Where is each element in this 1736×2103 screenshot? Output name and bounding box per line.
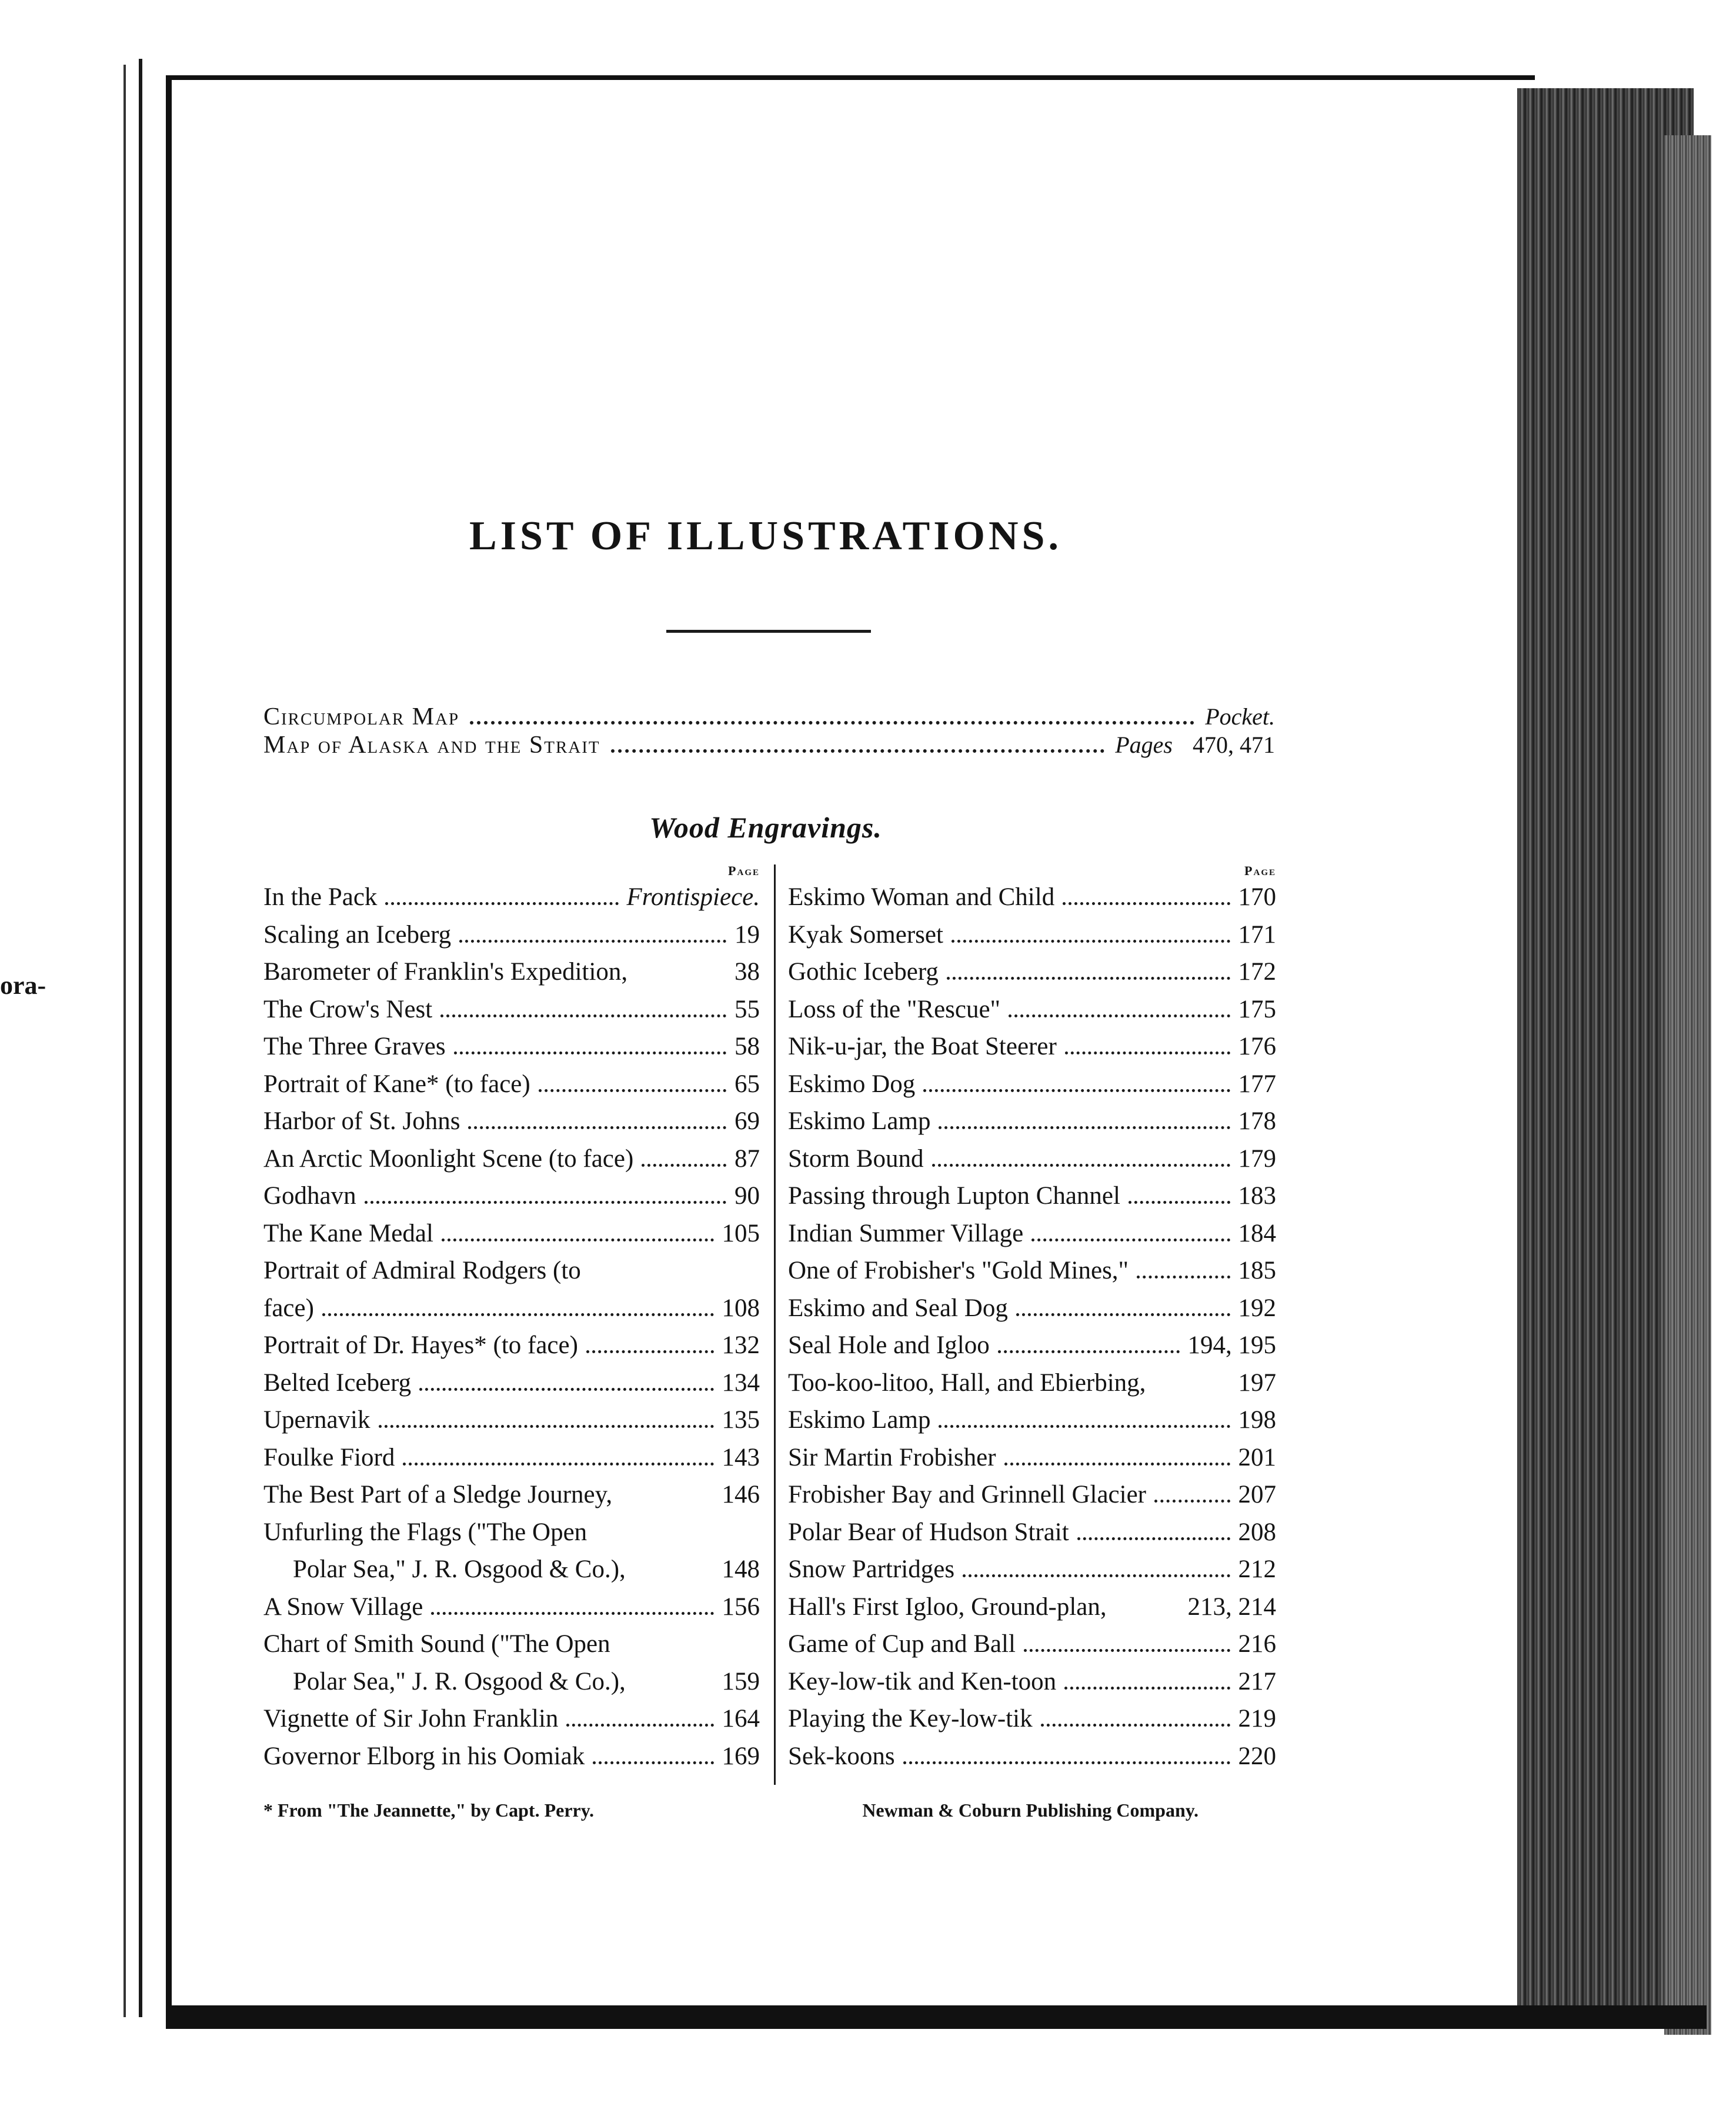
illustration-page: 197 — [1238, 1368, 1276, 1397]
map-entry-title: Map of Alaska and the Strait — [263, 732, 600, 759]
leader-dots — [1077, 1537, 1230, 1540]
title-rule — [666, 630, 871, 633]
illustration-page: 219 — [1238, 1705, 1276, 1733]
illustration-title: Polar Sea," J. R. Osgood & Co.), — [293, 1667, 626, 1695]
page-title: LIST OF ILLUSTRATIONS. — [469, 513, 1062, 559]
illustration-entry — [788, 1290, 1276, 1327]
illustration-title: Eskimo Woman and Child — [788, 883, 1055, 911]
illustration-title: Vignette of Sir John Franklin — [263, 1705, 559, 1733]
leader-dots — [454, 1052, 726, 1054]
illustration-entry — [788, 1364, 1276, 1402]
map-entry — [263, 731, 1275, 759]
leader-dots — [442, 1239, 714, 1241]
section-heading: Wood Engravings. — [649, 811, 882, 844]
leader-dots — [1115, 1612, 1180, 1615]
illustration-page: 135 — [722, 1406, 760, 1434]
leader-dots — [566, 1724, 713, 1727]
leader-dots — [1004, 1463, 1230, 1466]
illustration-page: 178 — [1238, 1107, 1276, 1135]
illustration-title: Godhavn — [263, 1182, 356, 1210]
footnote: * From "The Jeannette," by Capt. Perry. — [263, 1800, 594, 1821]
leader-dots — [379, 1425, 714, 1428]
illustration-page: 87 — [735, 1144, 760, 1173]
illustration-title: Scaling an Iceberg — [263, 920, 452, 949]
illustration-title: Nik-u-jar, the Boat Steerer — [788, 1033, 1057, 1060]
leader-dots — [634, 1687, 714, 1690]
map-entry — [263, 703, 1275, 731]
map-entry-page-label: Pocket. — [1205, 703, 1275, 730]
map-entry-pages — [1115, 731, 1275, 759]
illustration-page: 156 — [722, 1593, 760, 1621]
illustration-title: Gothic Iceberg — [788, 958, 939, 986]
illustration-entry — [263, 1401, 760, 1439]
illustration-entry — [788, 1738, 1276, 1775]
leader-dots — [440, 1014, 726, 1017]
illustration-entry — [263, 1290, 760, 1327]
illustration-entry — [788, 1177, 1276, 1215]
illustration-title: Loss of the "Rescue" — [788, 995, 1001, 1023]
illustration-title: Eskimo Lamp — [788, 1107, 931, 1135]
illustration-title: Polar Bear of Hudson Strait — [788, 1518, 1069, 1546]
illustration-page: 19 — [735, 920, 760, 949]
illustration-entry — [788, 953, 1276, 991]
leader-dots — [1154, 1500, 1230, 1503]
facing-page-text-fragment: ora- — [0, 971, 46, 1000]
illustration-entry — [263, 1700, 760, 1738]
leader-dots — [365, 1201, 726, 1204]
illustration-entry — [788, 879, 1276, 916]
illustration-title: Game of Cup and Ball — [788, 1630, 1016, 1658]
illustration-list — [788, 879, 1276, 1775]
leader-dots — [636, 977, 726, 980]
leader-dots — [403, 1463, 713, 1466]
illustration-title: Eskimo and Seal Dog — [788, 1294, 1008, 1322]
leader-dots — [593, 1761, 713, 1764]
illustration-page: 212 — [1238, 1555, 1276, 1583]
illustration-title: Belted Iceberg — [263, 1368, 412, 1397]
illustration-title: Upernavik — [263, 1406, 370, 1434]
illustration-entry — [263, 1215, 760, 1253]
illustration-page: 164 — [722, 1705, 760, 1733]
illustration-page: 69 — [735, 1107, 760, 1135]
illustration-page: Frontispiece. — [626, 883, 760, 911]
illustration-entry — [263, 879, 760, 916]
illustration-title: Indian Summer Village — [788, 1219, 1024, 1247]
illustration-entry — [263, 1588, 760, 1626]
illustration-title: Portrait of Dr. Hayes* (to face) — [263, 1331, 578, 1359]
illustration-entry — [263, 1103, 760, 1140]
illustration-title: The Crow's Nest — [263, 995, 433, 1023]
illustration-page: 171 — [1238, 920, 1276, 949]
illustration-title: Sek-koons — [788, 1742, 895, 1770]
illustration-page: 177 — [1238, 1070, 1276, 1098]
illustration-entry — [788, 991, 1276, 1029]
leader-dots — [998, 1350, 1180, 1353]
page-column-header: Page — [728, 863, 760, 878]
leader-dots — [939, 1425, 1230, 1428]
illustration-page: 220 — [1238, 1742, 1276, 1770]
illustration-page: 192 — [1238, 1294, 1276, 1322]
illustration-title: One of Frobisher's "Gold Mines," — [788, 1257, 1129, 1284]
illustration-title: Frobisher Bay and Grinnell Glacier — [788, 1481, 1146, 1508]
illustration-page: 159 — [722, 1667, 760, 1695]
illustration-entry — [788, 1215, 1276, 1253]
leader-dots — [1016, 1313, 1230, 1316]
leader-dots — [963, 1574, 1230, 1577]
leader-dots — [634, 1574, 714, 1577]
illustration-page: 179 — [1238, 1144, 1276, 1173]
illustration-title: In the Pack — [263, 883, 378, 911]
illustration-entry — [263, 1140, 760, 1178]
illustration-entry — [788, 1625, 1276, 1663]
book-fore-edge-outer — [1664, 135, 1711, 2035]
illustration-entry — [788, 1700, 1276, 1738]
leader-dots — [1041, 1724, 1230, 1727]
illustration-list — [263, 879, 760, 1775]
leader-dots — [459, 940, 726, 943]
leader-dots — [1154, 1388, 1230, 1391]
illustration-page: 208 — [1238, 1518, 1276, 1546]
leader-dots — [1031, 1239, 1230, 1241]
illustration-title: Foulke Fiord — [263, 1443, 395, 1471]
illustration-entry — [263, 1738, 760, 1775]
illustration-page: 146 — [722, 1481, 760, 1508]
illustration-title: face) — [263, 1294, 314, 1322]
illustration-entry — [788, 1252, 1276, 1290]
map-entry-page-number: 470, 471 — [1193, 732, 1275, 758]
page-column-header: Page — [1244, 863, 1276, 878]
illustration-entry — [788, 1066, 1276, 1103]
illustration-page: 169 — [722, 1742, 760, 1770]
leader-dots — [322, 1313, 714, 1316]
illustration-page: 176 — [1238, 1033, 1276, 1060]
page-bottom-shadow — [166, 2005, 1707, 2029]
leader-dots — [1063, 902, 1230, 905]
illustration-title: Kyak Somerset — [788, 920, 943, 949]
illustration-title: The Kane Medal — [263, 1219, 433, 1247]
illustration-page: 185 — [1238, 1257, 1276, 1284]
illustration-entry — [263, 1252, 760, 1290]
illustration-title: Sir Martin Frobisher — [788, 1443, 996, 1471]
illustration-title: Eskimo Lamp — [788, 1406, 931, 1434]
illustration-entry — [263, 1663, 760, 1701]
illustration-page: 65 — [735, 1070, 760, 1098]
illustration-title: Portrait of Admiral Rodgers (to — [263, 1257, 581, 1284]
leader-dots — [932, 1164, 1230, 1167]
illustration-title: Snow Partridges — [788, 1555, 955, 1583]
illustration-title: Eskimo Dog — [788, 1070, 916, 1098]
illustration-page: 170 — [1238, 883, 1276, 911]
illustration-title: A Snow Village — [263, 1593, 423, 1621]
gutter-line — [123, 65, 126, 2017]
illustration-page: 90 — [735, 1182, 760, 1210]
leader-dots — [642, 1164, 726, 1167]
illustration-entry — [263, 1028, 760, 1066]
leader-dots — [952, 940, 1230, 943]
illustration-page: 183 — [1238, 1182, 1276, 1210]
illustration-page: 217 — [1238, 1667, 1276, 1695]
leader-dots — [470, 721, 1194, 725]
illustration-page: 194, 195 — [1187, 1331, 1276, 1359]
illustration-entry — [263, 991, 760, 1029]
leader-dots — [1024, 1649, 1230, 1652]
illustration-entry — [788, 1140, 1276, 1178]
illustrations-column-right — [788, 863, 1276, 1775]
illustration-page: 148 — [722, 1555, 760, 1583]
illustration-page: 175 — [1238, 995, 1276, 1023]
illustration-title: Hall's First Igloo, Ground-plan, — [788, 1593, 1107, 1621]
illustration-entry — [263, 1514, 760, 1551]
illustration-title: Portrait of Kane* (to face) — [263, 1070, 530, 1098]
page-footer — [263, 1800, 1198, 1821]
illustration-entry — [788, 1588, 1276, 1626]
leader-dots — [1129, 1201, 1230, 1204]
illustration-title: Too-koo-litoo, Hall, and Ebierbing, — [788, 1368, 1146, 1397]
illustration-title: Polar Sea," J. R. Osgood & Co.), — [293, 1555, 626, 1583]
illustration-title: The Three Graves — [263, 1033, 446, 1060]
illustration-page: 198 — [1238, 1406, 1276, 1434]
leader-dots — [539, 1089, 726, 1092]
illustration-page: 134 — [722, 1368, 760, 1397]
illustration-entry — [788, 1439, 1276, 1477]
illustration-title: Passing through Lupton Channel — [788, 1182, 1120, 1210]
illustration-entry — [263, 1327, 760, 1364]
leader-dots — [923, 1089, 1230, 1092]
illustration-entry — [263, 1177, 760, 1215]
map-entry-page-label: Pages — [1115, 732, 1173, 758]
column-divider — [774, 864, 776, 1785]
leader-dots — [1137, 1276, 1230, 1279]
illustration-title: Key-low-tik and Ken-toon — [788, 1667, 1057, 1695]
illustration-title: Playing the Key-low-tik — [788, 1705, 1033, 1733]
illustration-entry — [263, 916, 760, 954]
illustration-entry — [263, 1066, 760, 1103]
illustration-entry — [788, 1103, 1276, 1140]
leader-dots — [1064, 1687, 1230, 1690]
illustration-page: 216 — [1238, 1630, 1276, 1658]
illustration-entry — [788, 1663, 1276, 1701]
illustration-page: 55 — [735, 995, 760, 1023]
illustration-title: The Best Part of a Sledge Journey, — [263, 1481, 613, 1508]
illustration-title: Storm Bound — [788, 1144, 924, 1173]
facing-page-edge — [0, 59, 142, 2017]
illustration-title: Unfurling the Flags ("The Open — [263, 1518, 587, 1546]
leader-dots — [620, 1500, 713, 1503]
illustration-entry — [263, 1476, 760, 1514]
illustration-page: 213, 214 — [1187, 1593, 1276, 1621]
illustration-entry — [788, 1028, 1276, 1066]
leader-dots — [586, 1350, 714, 1353]
illustration-title: Governor Elborg in his Oomiak — [263, 1742, 585, 1770]
illustration-page: 184 — [1238, 1219, 1276, 1247]
leader-dots — [1065, 1052, 1230, 1054]
illustration-title: An Arctic Moonlight Scene (to face) — [263, 1144, 634, 1173]
illustration-entry — [263, 1551, 760, 1588]
illustration-entry — [788, 1476, 1276, 1514]
illustration-page: 105 — [722, 1219, 760, 1247]
illustration-title: Chart of Smith Sound ("The Open — [263, 1630, 610, 1658]
illustration-entry — [788, 1401, 1276, 1439]
leader-dots — [431, 1612, 713, 1615]
illustration-page: 58 — [735, 1033, 760, 1060]
illustration-page: 172 — [1238, 958, 1276, 986]
illustrations-column-left — [263, 863, 760, 1775]
illustration-entry — [788, 1551, 1276, 1588]
illustration-entry — [263, 1625, 760, 1663]
illustration-entry — [788, 1327, 1276, 1364]
illustration-entry — [263, 953, 760, 991]
leader-dots — [939, 1126, 1230, 1129]
map-entry-title: Circumpolar Map — [263, 703, 460, 730]
leader-dots — [1009, 1014, 1230, 1017]
illustration-entry — [263, 1364, 760, 1402]
map-entry-pages — [1205, 703, 1275, 730]
illustration-page: 201 — [1238, 1443, 1276, 1471]
illustration-title: Seal Hole and Igloo — [788, 1331, 990, 1359]
illustration-page: 207 — [1238, 1481, 1276, 1508]
illustration-title: Barometer of Franklin's Expedition, — [263, 958, 628, 986]
leader-dots — [947, 977, 1230, 980]
leader-dots — [611, 749, 1105, 753]
leader-dots — [903, 1761, 1230, 1764]
illustration-entry — [263, 1439, 760, 1477]
illustration-title: Harbor of St. Johns — [263, 1107, 460, 1135]
illustration-page: 108 — [722, 1294, 760, 1322]
illustration-page: 132 — [722, 1331, 760, 1359]
illustration-page: 143 — [722, 1443, 760, 1471]
illustration-entry — [788, 916, 1276, 954]
leader-dots — [385, 902, 618, 905]
leader-dots — [419, 1388, 713, 1391]
leader-dots — [468, 1126, 726, 1129]
illustration-page: 38 — [735, 958, 760, 986]
publisher-line: Newman & Coburn Publishing Company. — [862, 1800, 1198, 1821]
illustration-entry — [788, 1514, 1276, 1551]
